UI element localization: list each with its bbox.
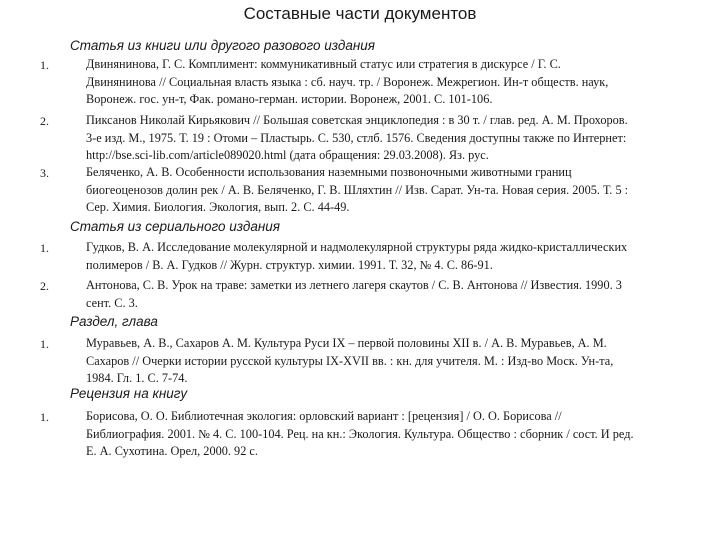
citation-entry (86, 239, 716, 274)
item-number: 1. (40, 241, 49, 255)
item-number: 2. (40, 114, 49, 128)
citation-line: 3-е изд. М., 1975. Т. 19 : Отоми – Пластырь. С. 530, стлб. 1576. Сведения доступны также по Интернет: (86, 130, 627, 145)
citation-line: Воронеж. гос. ун-т, Фак. романо-герман. истории. Воронеж, 2001. С. 101-106. (86, 92, 493, 106)
item-number: 1. (40, 58, 49, 72)
citation-entry (86, 164, 716, 217)
citation-line: Муравьев, А. В., Сахаров А. М. Культура Руси IX – первой половины XII в. / А. В. Муравьев, А. М. (86, 336, 607, 350)
item-number: 2. (40, 279, 49, 293)
item-number: 1. (40, 337, 49, 351)
section-heading-serial-article: Статья из сериального издания (70, 219, 280, 234)
citation-line: Антонова, С. В. Урок на траве: заметки из летнего лагеря скаутов / С. В. Антонова // Известия. 1990. 3 (86, 278, 622, 292)
citation-line: Е. А. Сухотина. Орел, 2000. 92 с. (86, 444, 258, 458)
citation-entry (86, 56, 716, 109)
section-heading-book-article: Статья из книги или другого разового издания (70, 38, 375, 53)
citation-line: Двинянинова, Г. С. Комплимент: коммуникативный статус или стратегия в дискурсе / Г. С. (86, 57, 561, 71)
section-heading-book-review: Рецензия на книгу (70, 386, 188, 401)
citation-line: Беляченко, А. В. Особенности использования наземными позвоночными животными границ (86, 165, 572, 179)
citation-line: http://bse.sci-lib.com/article089020.html (дата обращения: 29.03.2008). Яз. рус. (86, 148, 489, 162)
citation-entry (86, 408, 716, 461)
citation-line: Сер. Химия. Биология. Экология, вып. 2. С. 44-49. (86, 200, 350, 214)
citation-line: Пиксанов Николай Кирьякович // Большая советская энциклопедия : в 30 т. / глав. ред. А. М. Прохоров. (86, 113, 628, 127)
citation-line: полимеров / В. А. Гудков // Журн. структур. химии. 1991. Т. 32, № 4. С. 86-91. (86, 257, 493, 272)
citation-entry (86, 335, 716, 388)
citation-line: Двинянинова // Социальная власть языка : сб. науч. тр. / Воронеж. Межрегион. Ин-т обществ. наук, (86, 74, 609, 89)
citation-line: Борисова, О. О. Библиотечная экология: орловский вариант : [рецензия] / О. О. Борисова // (86, 409, 562, 423)
item-number: 3. (40, 166, 49, 180)
section-heading-chapter: Раздел, глава (70, 314, 158, 329)
page-title: Составные части документов (243, 4, 477, 23)
item-number: 1. (40, 410, 49, 424)
citation-line: Сахаров // Очерки истории русской культуры IX-XVII вв. : кн. для учителя. М. : Изд-во Моск. Ун-та, (86, 353, 614, 368)
citation-entry (86, 112, 716, 165)
citation-line: сент. С. 3. (86, 295, 138, 310)
citation-line: Гудков, В. А. Исследование молекулярной и надмолекулярной структуры ряда жидко-кристаллических (86, 240, 628, 254)
citation-line: 1984. Гл. 1. С. 7-74. (86, 371, 188, 385)
citation-entry (86, 277, 716, 312)
citation-line: Библиография. 2001. № 4. С. 100-104. Рец. на кн.: Экология. Культура. Общество : сборник / сост. И ред. (86, 426, 634, 441)
citation-line: биогеоценозов долин рек / А. В. Беляченко, Г. В. Шляхтин // Изв. Сарат. Ун-та. Новая серия. 2005. Т. 5 : (86, 182, 629, 197)
